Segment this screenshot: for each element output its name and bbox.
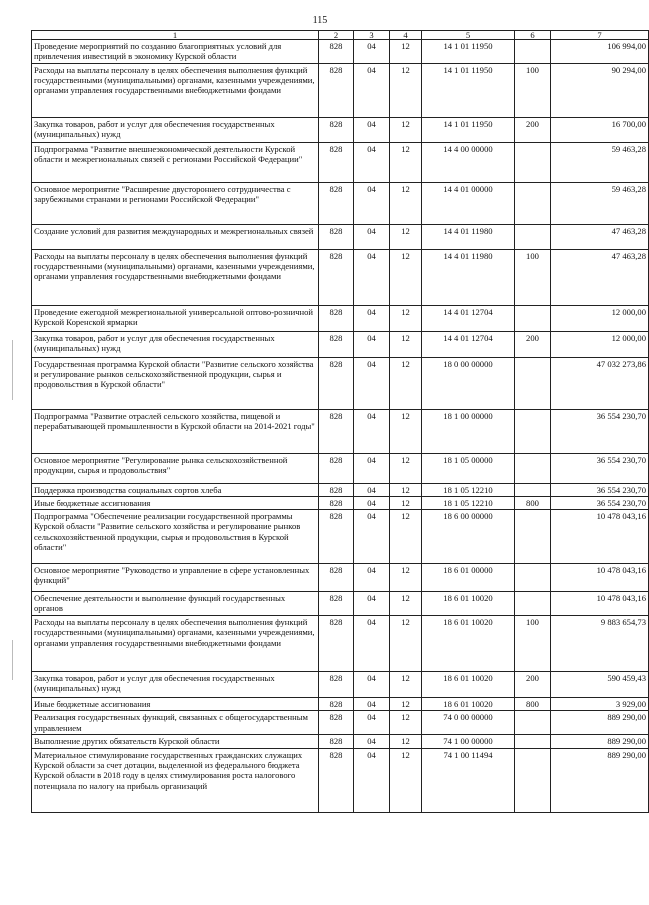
row-expense-type [515, 305, 551, 331]
header-cell: 4 [390, 31, 422, 40]
row-target-code: 74 0 00 00000 [422, 711, 515, 735]
row-admin-code: 828 [319, 117, 354, 142]
row-subsection: 12 [390, 224, 422, 249]
table-row [32, 483, 649, 496]
row-expense-type [515, 357, 551, 409]
row-subsection: 12 [390, 357, 422, 409]
row-name: Иные бюджетные ассигнования [32, 698, 319, 711]
row-target-code: 14 4 01 12704 [422, 331, 515, 357]
row-admin-code: 828 [319, 331, 354, 357]
row-subsection: 12 [390, 305, 422, 331]
row-section: 04 [354, 117, 390, 142]
row-target-code: 18 1 05 12210 [422, 483, 515, 496]
table-row [32, 142, 649, 182]
row-subsection: 12 [390, 698, 422, 711]
row-name: Расходы на выплаты персоналу в целях обеспечения выполнения функций государственными (муниципальными) органами, казенными учреждениями, органами управления государственными внебюджетными фондами [32, 249, 319, 305]
row-admin-code: 828 [319, 63, 354, 117]
row-admin-code: 828 [319, 496, 354, 509]
row-expense-type: 800 [515, 496, 551, 509]
row-section: 04 [354, 63, 390, 117]
header-cell: 7 [551, 31, 649, 40]
table-row [32, 510, 649, 564]
table-row [32, 249, 649, 305]
header-cell: 3 [354, 31, 390, 40]
table-row [32, 305, 649, 331]
header-cell: 1 [32, 31, 319, 40]
row-expense-type [515, 711, 551, 735]
row-name: Подпрограмма "Обеспечение реализации государственной программы Курской области "Развитие сельского хозяйства и регулирование рынков сельскохозяйственной продукции, сырья и продовольствия в Курской области" [32, 510, 319, 564]
page-number: 115 [312, 15, 328, 26]
margin-mark [12, 640, 13, 680]
row-name: Поддержка производства социальных сортов хлеба [32, 483, 319, 496]
row-name: Реализация государственных функций, связанных с общегосударственным управлением [32, 711, 319, 735]
row-amount: 12 000,00 [551, 331, 649, 357]
table-row [32, 224, 649, 249]
row-expense-type: 200 [515, 331, 551, 357]
row-target-code: 18 6 01 10020 [422, 698, 515, 711]
row-section: 04 [354, 305, 390, 331]
row-target-code: 18 6 01 10020 [422, 592, 515, 616]
row-name: Закупка товаров, работ и услуг для обеспечения государственных (муниципальных) нужд [32, 331, 319, 357]
row-section: 04 [354, 182, 390, 224]
budget-table [31, 30, 649, 813]
row-amount: 590 459,43 [551, 672, 649, 698]
row-expense-type [515, 142, 551, 182]
row-amount: 889 290,00 [551, 711, 649, 735]
row-amount: 36 554 230,70 [551, 483, 649, 496]
row-target-code: 14 1 01 11950 [422, 63, 515, 117]
table-row [32, 40, 649, 64]
row-name: Создание условий для развития международных и межрегиональных связей [32, 224, 319, 249]
row-section: 04 [354, 224, 390, 249]
row-section: 04 [354, 672, 390, 698]
row-amount: 889 290,00 [551, 748, 649, 812]
row-name: Государственная программа Курской области "Развитие сельского хозяйства и регулирование рынков сельскохозяйственной продукции, сырья и продовольствия в Курской области" [32, 357, 319, 409]
row-admin-code: 828 [319, 711, 354, 735]
row-section: 04 [354, 748, 390, 812]
row-name: Основное мероприятие "Руководство и управление в сфере установленных функций" [32, 564, 319, 592]
row-section: 04 [354, 510, 390, 564]
row-target-code: 18 0 00 00000 [422, 357, 515, 409]
table-row [32, 63, 649, 117]
row-amount: 10 478 043,16 [551, 510, 649, 564]
row-name: Основное мероприятие "Регулирование рынка сельскохозяйственной продукции, сырья и продовольствия" [32, 453, 319, 483]
row-subsection: 12 [390, 510, 422, 564]
row-expense-type: 200 [515, 672, 551, 698]
row-target-code: 14 4 00 00000 [422, 142, 515, 182]
row-section: 04 [354, 616, 390, 672]
row-target-code: 14 4 01 00000 [422, 182, 515, 224]
row-target-code: 18 6 01 00000 [422, 564, 515, 592]
row-target-code: 18 1 05 00000 [422, 453, 515, 483]
row-subsection: 12 [390, 711, 422, 735]
row-admin-code: 828 [319, 672, 354, 698]
row-name: Обеспечение деятельности и выполнение функций государственных органов [32, 592, 319, 616]
row-expense-type [515, 564, 551, 592]
row-admin-code: 828 [319, 224, 354, 249]
row-section: 04 [354, 357, 390, 409]
table-row [32, 564, 649, 592]
row-target-code: 18 6 01 10020 [422, 672, 515, 698]
row-admin-code: 828 [319, 483, 354, 496]
row-expense-type: 100 [515, 63, 551, 117]
table-row [32, 496, 649, 509]
row-amount: 9 883 654,73 [551, 616, 649, 672]
row-amount: 10 478 043,16 [551, 592, 649, 616]
row-admin-code: 828 [319, 748, 354, 812]
row-target-code: 74 1 00 00000 [422, 735, 515, 748]
row-name: Расходы на выплаты персоналу в целях обеспечения выполнения функций государственными (муниципальными) органами, казенными учреждениями, органами управления государственными внебюджетными фондами [32, 63, 319, 117]
row-name: Проведение ежегодной межрегиональной универсальной оптово-розничной Курской Коренской ярмарки [32, 305, 319, 331]
row-subsection: 12 [390, 748, 422, 812]
row-subsection: 12 [390, 453, 422, 483]
row-subsection: 12 [390, 331, 422, 357]
row-name: Иные бюджетные ассигнования [32, 496, 319, 509]
row-expense-type [515, 182, 551, 224]
row-section: 04 [354, 409, 390, 453]
row-section: 04 [354, 698, 390, 711]
row-subsection: 12 [390, 249, 422, 305]
row-expense-type: 800 [515, 698, 551, 711]
row-subsection: 12 [390, 672, 422, 698]
row-admin-code: 828 [319, 249, 354, 305]
row-subsection: 12 [390, 182, 422, 224]
row-target-code: 74 1 00 11494 [422, 748, 515, 812]
table-row [32, 453, 649, 483]
row-amount: 36 554 230,70 [551, 409, 649, 453]
row-target-code: 14 1 01 11950 [422, 40, 515, 64]
row-admin-code: 828 [319, 698, 354, 711]
row-admin-code: 828 [319, 735, 354, 748]
row-amount: 16 700,00 [551, 117, 649, 142]
row-amount: 36 554 230,70 [551, 453, 649, 483]
row-amount: 12 000,00 [551, 305, 649, 331]
row-expense-type [515, 453, 551, 483]
row-expense-type: 100 [515, 249, 551, 305]
row-target-code: 14 1 01 11950 [422, 117, 515, 142]
row-amount: 47 463,28 [551, 224, 649, 249]
row-expense-type [515, 483, 551, 496]
row-subsection: 12 [390, 564, 422, 592]
table-row [32, 748, 649, 812]
row-admin-code: 828 [319, 142, 354, 182]
row-subsection: 12 [390, 142, 422, 182]
table-row [32, 409, 649, 453]
table-row [32, 735, 649, 748]
row-name: Закупка товаров, работ и услуг для обеспечения государственных (муниципальных) нужд [32, 117, 319, 142]
row-admin-code: 828 [319, 182, 354, 224]
header-cell: 6 [515, 31, 551, 40]
table-row [32, 616, 649, 672]
header-row [32, 31, 649, 40]
table-row [32, 357, 649, 409]
row-amount: 10 478 043,16 [551, 564, 649, 592]
row-section: 04 [354, 453, 390, 483]
row-name: Основное мероприятие "Расширение двустороннего сотрудничества с зарубежными странами и регионами Российской Федерации" [32, 182, 319, 224]
row-section: 04 [354, 496, 390, 509]
row-target-code: 14 4 01 11980 [422, 224, 515, 249]
row-admin-code: 828 [319, 453, 354, 483]
row-expense-type [515, 409, 551, 453]
row-admin-code: 828 [319, 616, 354, 672]
row-amount: 889 290,00 [551, 735, 649, 748]
table-row [32, 331, 649, 357]
row-subsection: 12 [390, 117, 422, 142]
row-expense-type [515, 748, 551, 812]
row-subsection: 12 [390, 616, 422, 672]
table-row [32, 698, 649, 711]
row-subsection: 12 [390, 63, 422, 117]
row-amount: 106 994,00 [551, 40, 649, 64]
table-row [32, 592, 649, 616]
row-admin-code: 828 [319, 40, 354, 64]
table-row [32, 182, 649, 224]
row-section: 04 [354, 592, 390, 616]
row-name: Выполнение других обязательств Курской области [32, 735, 319, 748]
row-name: Расходы на выплаты персоналу в целях обеспечения выполнения функций государственными (муниципальными) органами, казенными учреждениями, органами управления государственными внебюджетными фондами [32, 616, 319, 672]
row-amount: 59 463,28 [551, 182, 649, 224]
row-expense-type: 100 [515, 616, 551, 672]
row-admin-code: 828 [319, 357, 354, 409]
row-target-code: 18 1 05 12210 [422, 496, 515, 509]
row-expense-type [515, 735, 551, 748]
row-subsection: 12 [390, 483, 422, 496]
row-target-code: 14 4 01 11980 [422, 249, 515, 305]
row-target-code: 18 6 01 10020 [422, 616, 515, 672]
row-admin-code: 828 [319, 592, 354, 616]
row-amount: 47 463,28 [551, 249, 649, 305]
row-target-code: 18 1 00 00000 [422, 409, 515, 453]
row-name: Проведение мероприятий по созданию благоприятных условий для привлечения инвестиций в экономику Курской области [32, 40, 319, 64]
row-expense-type [515, 510, 551, 564]
row-amount: 36 554 230,70 [551, 496, 649, 509]
table-row [32, 672, 649, 698]
row-amount: 59 463,28 [551, 142, 649, 182]
row-amount: 47 032 273,86 [551, 357, 649, 409]
row-subsection: 12 [390, 496, 422, 509]
row-expense-type: 200 [515, 117, 551, 142]
row-name: Закупка товаров, работ и услуг для обеспечения государственных (муниципальных) нужд [32, 672, 319, 698]
row-section: 04 [354, 711, 390, 735]
row-subsection: 12 [390, 409, 422, 453]
row-section: 04 [354, 40, 390, 64]
row-name: Подпрограмма "Развитие внешнеэкономической деятельности Курской области и межрегиональных связей с регионами Российской Федерации" [32, 142, 319, 182]
row-section: 04 [354, 735, 390, 748]
row-expense-type [515, 224, 551, 249]
row-admin-code: 828 [319, 564, 354, 592]
row-expense-type [515, 40, 551, 64]
row-name: Подпрограмма "Развитие отраслей сельского хозяйства, пищевой и перерабатывающей промышленности в Курской области на 2014-2021 годы" [32, 409, 319, 453]
row-section: 04 [354, 483, 390, 496]
margin-mark [12, 340, 13, 400]
row-target-code: 18 6 00 00000 [422, 510, 515, 564]
header-cell: 5 [422, 31, 515, 40]
row-target-code: 14 4 01 12704 [422, 305, 515, 331]
row-section: 04 [354, 142, 390, 182]
row-amount: 90 294,00 [551, 63, 649, 117]
row-section: 04 [354, 331, 390, 357]
row-subsection: 12 [390, 40, 422, 64]
table-row [32, 711, 649, 735]
row-admin-code: 828 [319, 409, 354, 453]
row-section: 04 [354, 249, 390, 305]
header-cell: 2 [319, 31, 354, 40]
row-admin-code: 828 [319, 305, 354, 331]
row-name: Материальное стимулирование государственных гражданских служащих Курской области за счет дотации, выделенной из федерального бюджета Курской области в 2018 году в целях стимулирования роста налогового потенциала по налогу на прибыль организаций [32, 748, 319, 812]
row-section: 04 [354, 564, 390, 592]
table-row [32, 117, 649, 142]
row-amount: 3 929,00 [551, 698, 649, 711]
row-subsection: 12 [390, 592, 422, 616]
row-admin-code: 828 [319, 510, 354, 564]
row-expense-type [515, 592, 551, 616]
row-subsection: 12 [390, 735, 422, 748]
